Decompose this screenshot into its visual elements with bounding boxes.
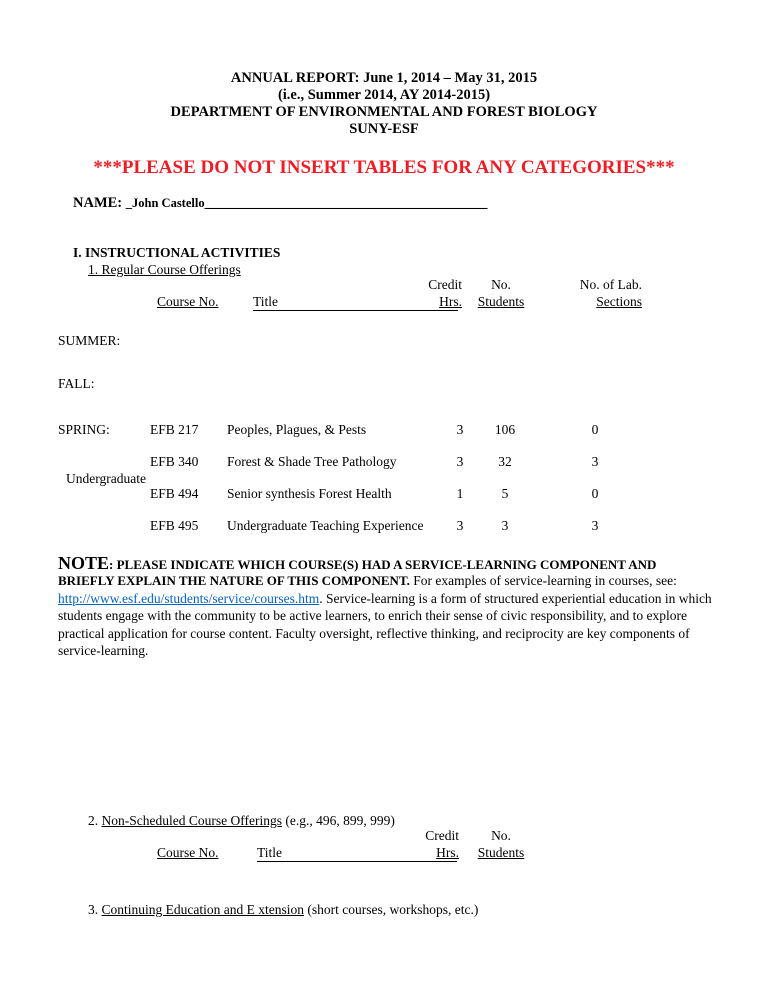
- course-no: EFB 217: [150, 422, 199, 437]
- col-credit-line1: Credit: [428, 277, 462, 292]
- note-heading-line2: BRIEFLY EXPLAIN THE NATURE OF THIS COMPONENT.: [58, 573, 410, 588]
- s2-col-course-no: Course No.: [157, 845, 219, 860]
- section3-heading: [88, 902, 478, 918]
- course-credit: 3: [456, 518, 464, 533]
- s2-col-title-text: Title: [257, 845, 283, 860]
- section2-title: Non-Scheduled Course Offerings: [101, 813, 282, 828]
- col-students-line1: No.: [491, 277, 511, 292]
- course-labs: 3: [591, 518, 599, 533]
- course-title: Senior synthesis Forest Health: [227, 486, 392, 501]
- section3-title-rest: (short courses, workshops, etc.): [303, 902, 479, 917]
- institution-name: SUNY-ESF: [349, 121, 419, 137]
- s2-col-students-line1: No.: [491, 828, 511, 843]
- term-fall: FALL:: [58, 376, 95, 391]
- section-instructional-heading: I. INSTRUCTIONAL ACTIVITIES: [73, 245, 281, 260]
- col-title-text: Title: [253, 294, 279, 309]
- regular-course-offerings-text: 1. Regular Course Offerings: [88, 262, 241, 277]
- name-underline: _______________________________________: [204, 195, 488, 211]
- name-value: John Castello: [132, 196, 205, 210]
- course-students: 3: [501, 518, 509, 533]
- course-title: Undergraduate Teaching Experience: [227, 518, 424, 533]
- note-body: . Service-learning is a form of structured experiential education in which students engage with the community to be active learners, to enrich their sense of civic responsibility, and to explore practical application for course content. Faculty oversight, reflective thinking, and reciprocity are key components of service-learning.: [58, 590, 712, 658]
- term-spring: SPRING:: [58, 422, 110, 437]
- note-paragraph: [58, 572, 718, 660]
- section2-number: 2.: [88, 813, 99, 828]
- col-credit-line2: Hrs.: [439, 294, 462, 309]
- course-title: Forest & Shade Tree Pathology: [227, 454, 397, 469]
- course-labs: 0: [591, 486, 599, 501]
- undergraduate-label: Undergraduate: [66, 471, 146, 486]
- name-label: NAME:: [73, 195, 123, 211]
- s2-col-credit-line1: Credit: [425, 828, 459, 843]
- name-line: [73, 195, 487, 212]
- department-name: DEPARTMENT OF ENVIRONMENTAL AND FOREST BIOLOGY: [170, 104, 598, 120]
- course-students: 106: [494, 422, 516, 437]
- col-students-line2: Students: [477, 294, 525, 309]
- report-period: (i.e., Summer 2014, AY 2014-2015): [277, 87, 491, 103]
- course-credit: 3: [456, 422, 464, 437]
- s2-col-students-line2: Students: [477, 845, 525, 860]
- course-students: 5: [501, 486, 509, 501]
- note-heading: [58, 553, 656, 574]
- col-lab-line2: Sections: [596, 294, 642, 309]
- course-labs: 0: [591, 422, 599, 437]
- note-intro: For examples of service-learning in courses, see:: [409, 573, 677, 588]
- name-prefix: _: [125, 196, 133, 210]
- course-credit: 3: [456, 454, 464, 469]
- note-word: NOTE: [58, 553, 110, 573]
- no-tables-warning: ***PLEASE DO NOT INSERT TABLES FOR ANY CATEGORIES***: [93, 157, 675, 178]
- course-no: EFB 494: [150, 486, 199, 501]
- col-lab-line1: No. of Lab.: [579, 277, 642, 292]
- col-course-no: Course No.: [157, 294, 219, 309]
- section2-title-rest: (e.g., 496, 899, 999): [281, 813, 395, 828]
- service-learning-link[interactable]: http://www.esf.edu/students/service/courses.htm: [58, 590, 320, 606]
- course-credit: 1: [456, 486, 464, 501]
- course-title: Peoples, Plagues, & Pests: [227, 422, 367, 437]
- section3-number: 3.: [88, 902, 99, 917]
- term-summer: SUMMER:: [58, 333, 121, 348]
- report-title: ANNUAL REPORT: June 1, 2014 – May 31, 2015: [230, 70, 538, 86]
- note-heading-rest: : PLEASE INDICATE WHICH COURSE(S) HAD A SERVICE-LEARNING COMPONENT AND: [109, 557, 657, 572]
- course-students: 32: [498, 454, 512, 469]
- course-labs: 3: [591, 454, 599, 469]
- regular-course-offerings-heading: [88, 262, 241, 278]
- section2-heading: [88, 813, 395, 829]
- section3-title: Continuing Education and E xtension: [101, 902, 304, 917]
- course-no: EFB 340: [150, 454, 199, 469]
- course-no: EFB 495: [150, 518, 199, 533]
- s2-col-credit-line2: Hrs.: [436, 845, 459, 860]
